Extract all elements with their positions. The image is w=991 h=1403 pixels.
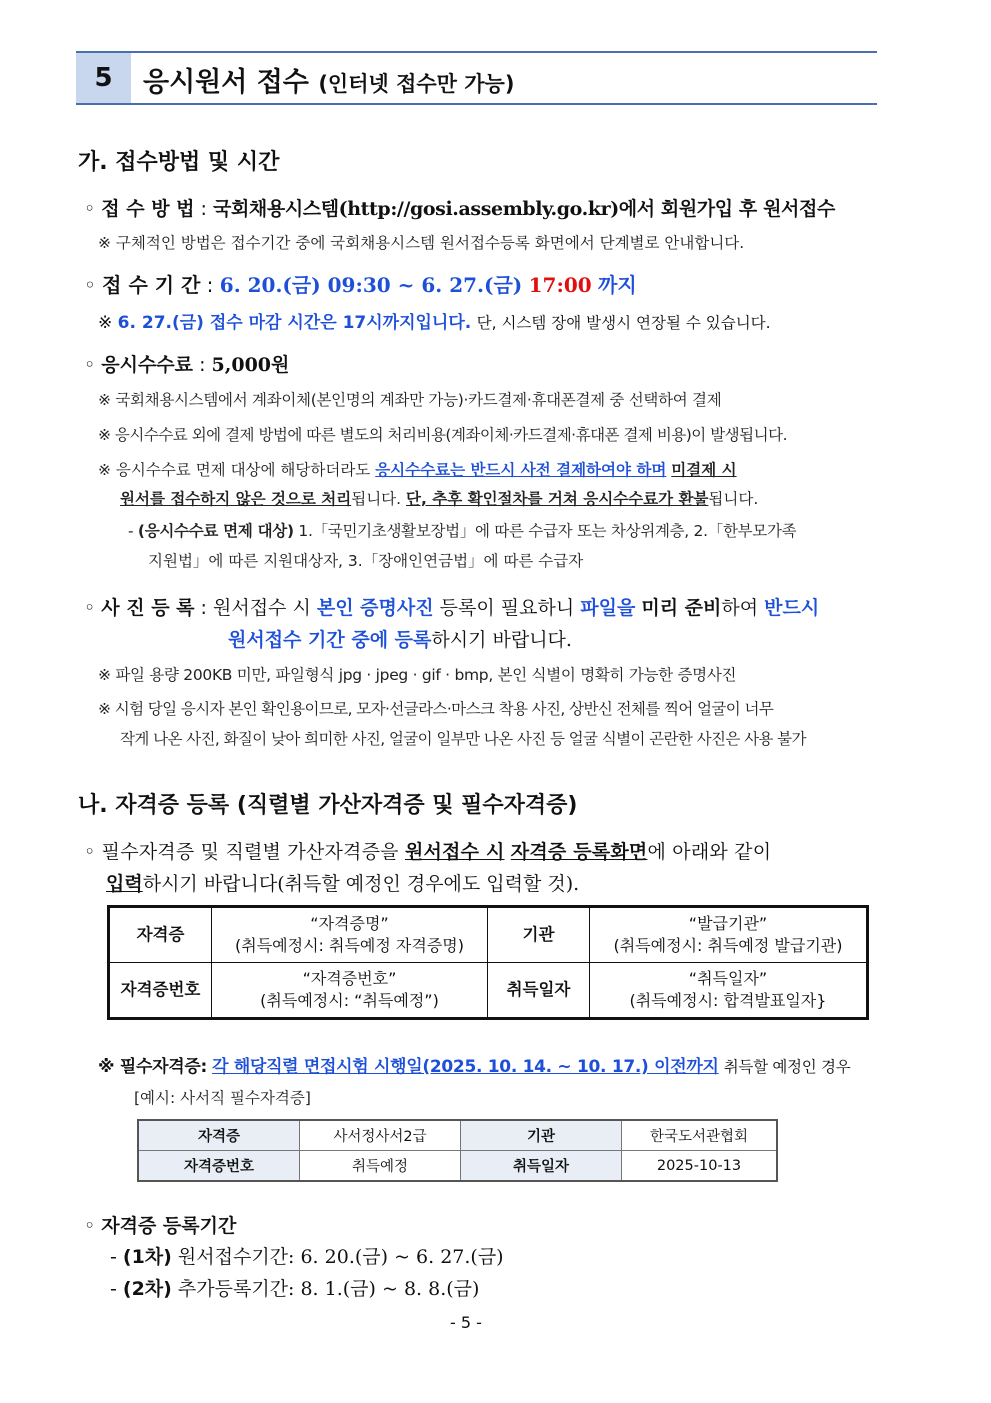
reg-period-2-text: 추가등록기간: 8. 1.(금) ~ 8. 8.(금) [177,1278,480,1300]
cert-table-cell [212,963,488,1019]
fee-note-3b-refund: 단, 추후 확인절차를 거쳐 응시수수료가 환불 [406,490,709,508]
example-table-cell: 한국도서관협회 [622,1120,778,1151]
fee-line: ◦ 응시수수료 : 5,000원 [84,354,290,376]
fee-exempt-2: 지원법」에 따른 지원대상자, 3.「장애인연금법」에 따른 수급자 [148,552,584,570]
example-table-cell: 취득일자 [461,1151,622,1182]
fee-amount: 5,000원 [211,354,290,376]
cert-intro-2a: 입력 [106,873,143,895]
example-table-cell: 자격증번호 [138,1151,300,1182]
required-cert-note [98,1052,850,1077]
example-table [137,1119,778,1182]
reg-period-1-label: (1차) [122,1246,172,1268]
period-end: 까지 [598,273,637,297]
reg-period-1: - (1차) 원서접수기간: 6. 20.(금) ~ 6. 27.(금) [110,1246,504,1268]
method-note: ※ 구체적인 방법은 접수기간 중에 국회채용시스템 원서접수등록 화면에서 단계별로 안내합니다. [98,234,745,252]
example-table-cell: 취득예정 [300,1151,461,1182]
period-note-blue: 6. 27.(금) 접수 마감 시간은 17시까지입니다. [117,313,472,333]
photo-t8: 원서접수 기간 중에 등록 [228,629,432,651]
section-title [143,60,514,99]
cert-table-text: (취득예정시: 취득예정 자격증명) [235,936,464,955]
cert-table-cell: 취득일자 [488,963,590,1019]
photo-t7: 반드시 [764,597,820,619]
example-table-cell: 자격증 [138,1120,300,1151]
photo-t6: 하여 [721,597,759,619]
photo-t1: 원서접수 시 [213,597,311,619]
cert-intro-1d: 에 아래와 같이 [647,841,772,863]
required-cert-period: 각 해당직렬 면접시험 시행일(2025. 10. 14. ~ 10. 17.) 이전까지 [212,1057,719,1077]
cert-intro-1a: ◦ 필수자격증 및 직렬별 가산자격증을 [84,841,399,863]
cert-format-table [107,905,869,1020]
cert-table-text: “자격증번호” [302,969,397,988]
fee-note-3b-bold: 원서를 접수하지 않은 것으로 처리 [120,490,352,508]
photo-t3: 등록이 필요하니 [439,597,575,619]
subsection-title-b: 나. 자격증 등록 (직렬별 가산자격증 및 필수자격증) [78,793,578,818]
required-cert-label: ※ 필수자격증: [98,1057,207,1077]
reg-period-2: - (2차) 추가등록기간: 8. 1.(금) ~ 8. 8.(금) [110,1278,480,1300]
fee-note-3a-text: ※ 응시수수료 면제 대상에 해당하더라도 [98,461,371,479]
period-line: ◦ 접 수 기 간 : 6. 20.(금) 09:30 ~ 6. 27.(금) 17:00 까지 [84,273,637,297]
photo-t5: 미리 준비 [641,597,722,619]
photo-line-1: ◦ 사 진 등 록 : 원서접수 시 본인 증명사진 등록이 필요하니 파일을 미리 준비하여 반드시 [84,597,820,619]
cert-table-cell: 자격증번호 [109,963,212,1019]
fee-exempt-1: - (응시수수료 면제 대상) 1.「국민기초생활보장법」에 따른 수급자 또는 차상위계층, 2.「한부모가족 [128,522,797,540]
method-label: 접 수 방 법 [101,198,195,220]
reg-period-title-text: 자격증 등록기간 [101,1215,237,1237]
section-title-text: 응시원서 접수 [143,67,309,98]
example-label: [예시: 사서직 필수자격증] [134,1089,311,1107]
fee-note-1: ※ 국회채용시스템에서 계좌이체(본인명의 계좌만 가능)·카드결제·휴대폰결제 중 선택하여 결제 [98,391,722,409]
reg-period-1-text: 원서접수기간: 6. 20.(금) ~ 6. 27.(금) [177,1246,504,1268]
period-note-rest: 단, 시스템 장애 발생시 연장될 수 있습니다. [476,314,771,332]
cert-intro-1c: 자격증 등록화면 [510,841,648,863]
photo-note-1: ※ 파일 용량 200KB 미만, 파일형식 jpg · jpeg · gif · bmp, 본인 식별이 명확히 가능한 증명사진 [98,666,737,684]
cert-table-cell [590,907,868,963]
cert-table-text: “발급기관” [688,914,768,933]
header-top-rule [76,51,877,53]
period-time: 17:00 [528,273,592,297]
cert-table-cell [590,963,868,1019]
fee-exempt-text-1: 1.「국민기초생활보장법」에 따른 수급자 또는 차상위계층, 2.「한부모가족 [298,522,797,540]
reg-period-2-label: (2차) [122,1278,172,1300]
cert-intro-2 [106,869,579,896]
cert-intro-1b: 원서접수 시 [404,841,505,863]
fee-note-3a [98,458,737,480]
cert-table-text: (취득예정시: 취득예정 발급기관) [613,936,843,955]
method-line: ◦ 접 수 방 법 : 국회채용시스템(http://gosi.assembly.go.kr)에서 회원가입 후 원서접수 [84,198,835,220]
period-main: 6. 20.(금) 09:30 ~ 6. 27.(금) [219,273,523,297]
photo-note-2a: ※ 시험 당일 응시자 본인 확인용이므로, 모자·선글라스·마스크 착용 사진, 상반신 전체를 찍어 얼굴이 너무 [98,700,774,718]
fee-note-2: ※ 응시수수료 외에 결제 방법에 따른 별도의 처리비용(계좌이체·카드결제·휴대폰 결제 비용)이 발생됩니다. [98,426,788,444]
section-number: 5 [76,53,131,103]
photo-t4: 파일을 [580,597,636,619]
subsection-title-a: 가. 접수방법 및 시간 [78,150,280,175]
photo-label: 사 진 등 록 [101,597,195,619]
method-text: 국회채용시스템(http://gosi.assembly.go.kr)에서 회원가입 후 원서접수 [213,198,835,220]
photo-note-2b: 작게 나온 사진, 화질이 낮아 희미한 사진, 얼굴이 일부만 나온 사진 등 얼굴 식별이 곤란한 사진은 사용 불가 [120,730,806,748]
photo-line-2 [228,625,572,652]
cert-table-text: “자격증명” [310,914,389,933]
example-table-cell: 사서정사서2급 [300,1120,461,1151]
cert-intro-1 [84,837,771,864]
photo-t9: 하시기 바랍니다. [431,629,572,651]
cert-table-cell [212,907,488,963]
photo-t2: 본인 증명사진 [316,597,434,619]
cert-table-text: (취득예정시: “취득예정”) [260,991,439,1010]
cert-table-text: “취득일자” [688,969,768,988]
cert-table-text: (취득예정시: 합격발표일자} [629,991,827,1010]
fee-exempt-label: (응시수수료 면제 대상) [137,522,294,540]
fee-note-3a-blue: 응시수수료는 반드시 사전 결제하여야 하며 [375,461,667,479]
cert-table-cell: 기관 [488,907,590,963]
required-cert-rest: 취득할 예정인 경우 [723,1058,851,1076]
fee-note-3b-end2: 됩니다. [708,490,759,508]
example-table-cell: 기관 [461,1120,622,1151]
period-note: ※ 6. 27.(금) 접수 마감 시간은 17시까지입니다. 단, 시스템 장애 발생시 연장될 수 있습니다. [98,313,771,333]
period-label: 접 수 기 간 [102,273,201,297]
reg-period-title: ◦ 자격증 등록기간 [84,1215,237,1237]
cert-table-cell: 자격증 [109,907,212,963]
example-table-cell: 2025-10-13 [622,1151,778,1182]
fee-note-3b-end1: 됩니다. [351,490,402,508]
fee-note-3a-bold: 미결제 시 [671,461,737,479]
cert-intro-2b: 하시기 바랍니다(취득할 예정인 경우에도 입력할 것). [142,873,580,895]
section-subtitle: (인터넷 접수만 가능) [318,72,515,96]
page-number: - 5 - [450,1313,482,1332]
fee-label: 응시수수료 [101,354,194,376]
fee-note-3b [120,487,758,509]
header-bottom-rule [76,103,877,105]
